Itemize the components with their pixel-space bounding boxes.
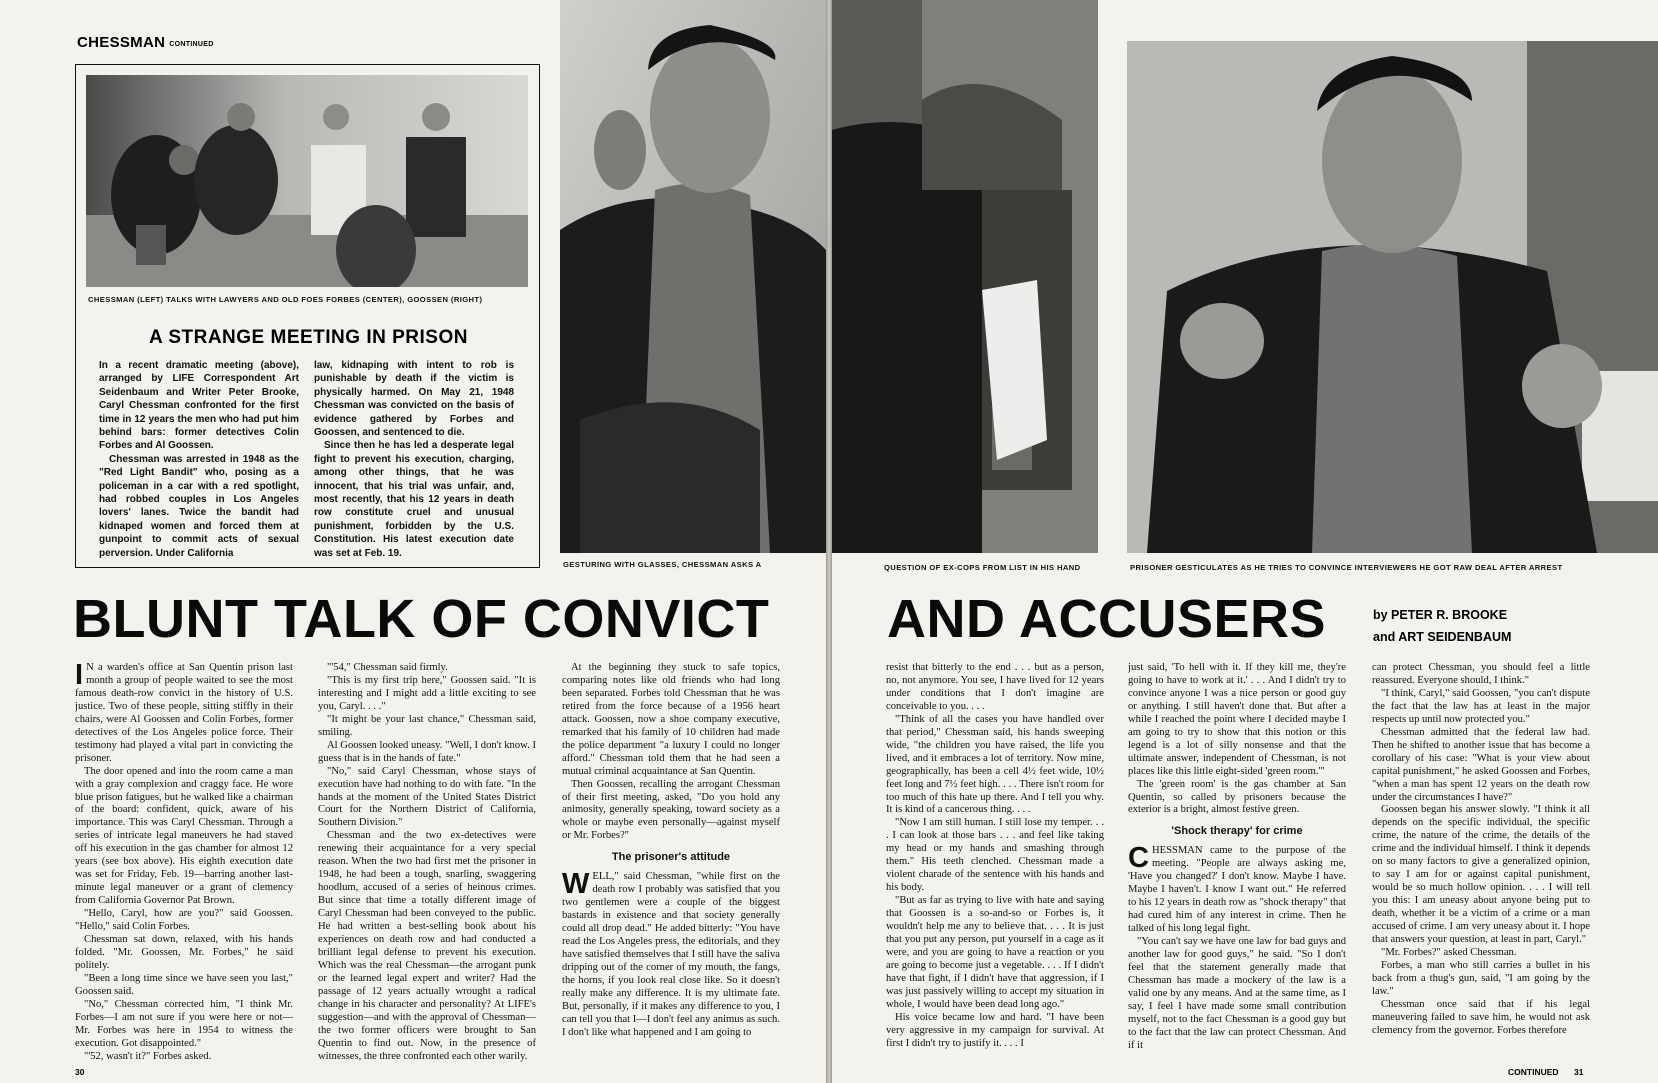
headline-right: AND ACCUSERS	[887, 589, 1327, 649]
paragraph: In a recent dramatic meeting (above), arranged by LIFE Correspondent Art Seidenbaum and Writer Peter Brooke, Caryl Chessman confronted for the first time in 12 years the men who had put him behind bars: former detectives Colin Forbes and Al Goossen.	[99, 360, 299, 452]
paragraph: CHESSMAN came to the purpose of the meeting. "People are always asking me, 'Have you changed?' I don't know. Maybe I have. Maybe I haven't. I know I want out." He referred to his 12 years in death row as "shock therapy" that had cured him of any interest in crime. Then he talked of his long legal fight.	[1128, 842, 1346, 935]
meeting-photo-caption: CHESSMAN (LEFT) TALKS WITH LAWYERS AND OLD FOES FORBES (CENTER), GOOSSEN (RIGHT)	[88, 295, 483, 304]
paragraph: can protect Chessman, you should feel a little reassured. Everyone should, I think."	[1372, 662, 1590, 686]
paragraph: "Think of all the cases you have handled over that period," Chessman said, his hands sweeping wide, "the children you have raised, the life you lived, and it embraces a lot of territory. Now mine, geographically, has been a cell 4½ feet wide, 10½ feet long and 7½ feet high. . . . There isn't room for too much of this hate up there. And I tell you why. It is kind of a cancerous thing. . . .	[886, 713, 1104, 816]
article-column-5	[1128, 662, 1346, 1072]
left-page	[0, 0, 826, 1083]
gesture-photo-caption: PRISONER GESTICULATES AS HE TRIES TO CONVINCE INTERVIEWERS HE GOT RAW DEAL AFTER ARREST	[1130, 563, 1563, 572]
paragraph: "'54," Chessman said firmly.	[327, 662, 448, 673]
paragraph: Goossen began his answer slowly. "I think it all depends on the specific individual, the specific crime, the nature of the crime, the details of the crime and the individual himself. I think it depends on so many factors to give a generalized opinion, to say I am for or against capital punishment, would be so much hollow opinion. . . . I will tell you this: I am uneasy about anyone being put to death, whether it be a victim of a crime or a man accused of crime. I am very uneasy about it. I hope that answers your question, at least in part, Caryl."	[1372, 804, 1590, 946]
byline	[1373, 604, 1511, 648]
paragraph: "Hello, Caryl, how are you?" said Goossen. "Hello," said Colin Forbes.	[75, 908, 293, 933]
list-photo	[832, 0, 1098, 553]
drop-cap: W	[562, 868, 590, 901]
paragraph: I N a warden's office at San Quentin prison last month a group of people waited to see the most famous death-row convict in the history of U.S. justice. Two of these people, sitting stiffly in their chairs, were Al Goossen and Colin Forbes, former detectives of the Los Angeles police force. Their testimony had played a vital part in convicting the prisoner.	[75, 662, 293, 764]
paragraph: just said, 'To hell with it. If they kill me, they're going to have to work at it.' . . . And I didn't try to convince anyone I was a nice person or good guy or anything. I still haven't done that. But after a while I reached the point where I decided maybe I am going to try to show that this notion or this legend is a lot of silly nonsense and that the ultimate answer, independent of Chessman, is not places like this little eight-sided 'green room.'"	[1128, 662, 1346, 777]
paragraph: At the beginning they stuck to safe topics, comparing notes like old friends who had long been separated. Forbes told Chessman that he was retired from the force because of a 1956 heart attack. Goossen, now a shoe company executive, remarked that his family of 10 children had made the police department "a luxury I could no longer afford." Chessman told them that he had seen a mutual criminal acquaintance at San Quentin.	[562, 662, 780, 777]
paragraph: Chessman and the two ex-detectives were renewing their acquaintance for a very special reason. When the two had first met the prisoner in 1948, he had been a tough, snarling, swaggering hoodlum, accused of a series of heinous crimes. But since that time a totally different image of Caryl Chessman had been conveyed to the public. He had written a best-selling book about his experiences on death row and had conducted a brilliant legal defense to prevent his execution. Which was the real Chessman—the arrogant punk or the learned legal expert and writer? Had the passage of 12 years actually wrought a radical change in his character and personality? At LIFE's suggestion—and with the approval of Chessman—the two former officers were brought to San Quentin to find out. Now, in the presence of witnesses, the three confronted each other warily.	[318, 830, 536, 1062]
paragraph: WELL," said Chessman, "while first on the death row I probably was satisfied that you two gentlemen were a couple of the biggest bastards in existence and that society generally could all drop dead." He added bitterly: "You have read the Los Angeles press, the editorials, and they have satisfied themselves that I still have the saliva dripping out of the corner of my mouth, the fangs, the horns, if you look real close like. So it doesn't really make any difference. It is my ultimate fate. But, personally, if it makes any difference to you, I can tell you that I—I don't feel any animus as such. I don't like what happened and I am going to	[562, 868, 780, 1038]
page-number-right: 31	[1574, 1067, 1584, 1077]
paragraph: The 'green room' is the gas chamber at San Quentin, so called by prisoners because the exterior is a bright, almost festive green.	[1128, 778, 1346, 816]
article-column-3	[562, 662, 780, 1072]
box-title: A STRANGE MEETING IN PRISON	[149, 327, 468, 348]
article-column-2	[318, 662, 536, 1072]
paragraph: "'52, wasn't it?" Forbes asked.	[84, 1050, 212, 1062]
paragraph: Chessman admitted that the federal law had. Then he shifted to another issue that has become a corollary of his case: "What is your view about capital punishment," he asked Goossen and Forbes, "when a man has spent 12 years on the death row under the circumstances I have?"	[1372, 726, 1590, 803]
box-column-2	[314, 359, 514, 560]
paragraph: "This is my first trip here," Goossen said. "It is interesting and I might add a little exciting to see you, Caryl. . . ."	[318, 674, 536, 712]
paragraph: "It might be your last chance," Chessman said, smiling.	[318, 713, 536, 738]
page-number-left: 30	[75, 1067, 85, 1077]
right-page	[832, 0, 1658, 1083]
paragraph: Chessman was arrested in 1948 as the "Red Light Bandit" who, posing as a policeman in a car with a red spotlight, had robbed couples in Los Angeles lovers' lanes. Twice the bandit had kidnaped women and forced them at gunpoint to commit acts of sexual perversion. Under California	[99, 453, 299, 559]
meeting-photo	[86, 75, 528, 287]
paragraph: Chessman sat down, relaxed, with his hands folded. "Mr. Goossen, Mr. Forbes," he said politely.	[75, 934, 293, 971]
paragraph: Al Goossen looked uneasy. "Well, I don't know. I guess that is in the hands of fate."	[318, 739, 536, 764]
subhead: 'Shock therapy' for crime	[1171, 825, 1303, 838]
box-column-1	[99, 359, 299, 560]
paragraph: law, kidnaping with intent to rob is punishable by death if the victim is physically harmed. On May 21, 1948 Chessman was convicted on the basis of evidence gathered by Forbes and Goossen, and sentenced to die.	[314, 360, 514, 439]
list-photo-caption: QUESTION OF EX-COPS FROM LIST IN HIS HAND	[884, 563, 1081, 572]
paragraph: Then Goossen, recalling the arrogant Chessman of their first meeting, asked, "Do you hold any animosity, generally speaking, toward society as a whole or maybe even personally—against myself or Mr. Forbes?"	[562, 778, 780, 842]
glasses-photo	[560, 0, 826, 553]
paragraph: "No," Chessman corrected him, "I think Mr. Forbes—I am not sure if you were here or not—Mr. Forbes was here in 1954 to witness the execution. Got disappointed."	[75, 998, 293, 1049]
running-head: CHESSMAN CONTINUED	[77, 34, 214, 51]
headline-left: BLUNT TALK OF CONVICT	[73, 589, 770, 649]
paragraph: Forbes, a man who still carries a bullet in his back from a thug's gun, said, "I am going by the law."	[1372, 959, 1590, 997]
paragraph: "Mr. Forbes?" asked Chessman.	[1381, 946, 1517, 958]
drop-cap: I	[75, 662, 84, 691]
paragraph: resist that bitterly to the end . . . but as a person, no, not anymore. You see, I have lived for 12 years under conditions that I don't imagine are conceivable to you. . . .	[886, 662, 1104, 712]
paragraph: "You can't say we have one law for bad guys and another law for good guys," he said. "So I don't feel that the statement generally made that Chessman has made a mockery of the law is a valid one by any means. And at the same time, as I say, I feel I have made some small contribution myself, not to the fact Chessman is a good guy but to the fact that the law can protect Chessman. And if it	[1128, 936, 1346, 1051]
paragraph: Since then he has led a desperate legal fight to prevent his execution, charging, among other things, that he was innocent, that his trial was unfair, and, most recently, that his 12 years in death row constitute cruel and unusual punishment, forbidden by the U.S. Constitution. His latest execution date was set at Feb. 19.	[314, 440, 514, 559]
paragraph: "I think, Caryl," said Goossen, "you can't dispute the fact that the law has at least in the major respects up until now protected you."	[1372, 687, 1590, 725]
folio-continued: CONTINUED	[1508, 1067, 1559, 1077]
paragraph: The door opened and into the room came a man with a gray complexion and craggy face. He wore blue prison fatigues, but he walked like a chairman of the board: confident, quick, aware of his importance. This was Caryl Chessman. Through a series of intricate legal maneuvers he had staved off his execution in the gas chamber for almost 12 years (see box above). His eighth execution date was set for Friday, Feb. 19—barring another last-minute legal maneuver or a grant of clemency from California Governor Pat Brown.	[75, 765, 293, 907]
paragraph: "But as far as trying to live with hate and saying that Goossen is a so-and-so or Forbes is, it wouldn't help me any to believe that. . . . It is just that you put any person, put yourself in a cage as it were, and you are going to have a reaction or you are going to become just a vegetable. . . . If I didn't have that fight, if I didn't have that aggression, if I was just passively willing to accept my situation in whole, I would have been dead long ago."	[886, 895, 1104, 1010]
glasses-photo-caption: GESTURING WITH GLASSES, CHESSMAN ASKS A	[563, 560, 762, 569]
byline-line-1: by PETER R. BROOKE	[1373, 608, 1508, 622]
article-column-4	[886, 662, 1104, 1072]
paragraph: "Now I am still human. I still lose my temper. . . . I can look at those bars . . . and feel like taking my head or my hands and smashing through them." His teeth clenched. Chessman made a violent charade of the sentence with his hands and his body.	[886, 817, 1104, 894]
article-column-6	[1372, 662, 1590, 1072]
subhead: The prisoner's attitude	[611, 851, 731, 864]
drop-cap: C	[1128, 842, 1149, 875]
paragraph: "Been a long time since we have seen you last," Goossen said.	[75, 972, 293, 997]
paragraph: His voice became low and hard. "I have been very aggressive in my campaign for survival. At first I didn't try to justify it. . . . I	[886, 1011, 1104, 1049]
paragraph: Chessman once said that if his legal maneuvering failed to save him, he would not ask clemency from the governor. Forbes therefore	[1372, 998, 1590, 1036]
byline-line-2: and ART SEIDENBAUM	[1373, 630, 1512, 644]
paragraph: "No," said Caryl Chessman, whose stays of execution have had nothing to do with fate. "In the hands at the moment of the United States District Court for the Northern District of California, Southern Division."	[318, 765, 536, 829]
article-column-1	[75, 662, 293, 1072]
sidebar-box	[75, 64, 540, 568]
gesture-photo	[1127, 41, 1658, 553]
